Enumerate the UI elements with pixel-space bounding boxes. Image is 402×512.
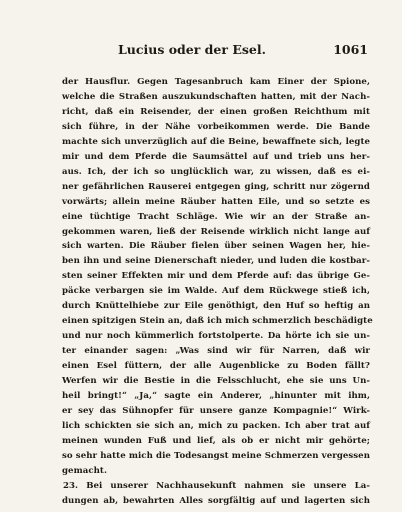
text-line: ter einander sagen: „Was sind wir für Narren, daß wir bbox=[62, 346, 370, 357]
body-text bbox=[62, 75, 373, 509]
text-line: so sehr hatte mich die Todesangst meine Schmerzen vergessen bbox=[62, 450, 370, 461]
text-line: lich schickten sie sich an, mich zu packen. Ich aber trat auf bbox=[62, 420, 370, 431]
text-line: der Hausflur. Gegen Tagesanbruch kam Einer der Spione, bbox=[62, 77, 370, 87]
text-line: gemacht. bbox=[62, 465, 107, 476]
text-line: einen Esel füttern, der alle Augenblicke zu Boden fällt? bbox=[62, 361, 370, 372]
page-number: 1061 bbox=[333, 42, 368, 57]
text-line: einen spitzigen Stein an, daß ich mich schmerzlich beschädigte bbox=[62, 316, 373, 327]
text-line: ner gefährlichen Rauserei entgegen ging, schritt nur zögernd bbox=[62, 181, 370, 192]
paragraph-2 bbox=[62, 479, 370, 509]
running-title: Lucius oder der Esel. bbox=[118, 42, 266, 57]
text-line: und nur noch kümmerlich fortstolperte. Da hörte ich sie un- bbox=[62, 331, 370, 342]
text-line: sten seiner Effekten mir und dem Pferde auf: das übrige Ge- bbox=[62, 271, 370, 282]
text-line: meinen wunden Fuß und lief, als ob er nicht mir gehörte; bbox=[62, 435, 370, 446]
text-line: aus. Ich, der ich so unglücklich war, zu wissen, daß es ei- bbox=[62, 166, 370, 177]
text-line: er sey das Sühnopfer für unsere ganze Kompagnie!“ Wirk- bbox=[62, 405, 370, 416]
text-line: sich warten. Die Räuber fielen über seinen Wagen her, hie- bbox=[62, 241, 370, 252]
text-line: welche die Straßen auszukundschaften hatten, mit der Nach- bbox=[62, 91, 370, 102]
text-line: dungen ab, bewahrten Alles sorgfältig auf und lagerten sich bbox=[62, 495, 370, 506]
paragraph-1 bbox=[62, 75, 373, 479]
running-head bbox=[62, 42, 368, 60]
text-line: eine tüchtige Tracht Schläge. Wie wir an der Straße an- bbox=[62, 211, 370, 222]
text-line: Werfen wir die Bestie in die Felsschlucht, ehe sie uns Un- bbox=[62, 376, 370, 387]
text-line: sich führe, in der Nähe vorbeikommen werde. Die Bande bbox=[62, 121, 370, 132]
text-line: machte sich unverzüglich auf die Beine, bewaffnete sich, legte bbox=[62, 136, 370, 147]
text-line: richt, daß ein Reisender, der einen großen Reichthum mit bbox=[62, 106, 370, 117]
text-line: durch Knüttelhiebe zur Eile genöthigt, den Huf so heftig an bbox=[62, 301, 370, 312]
text-line: mir und dem Pferde die Saumsättel auf und trieb uns her- bbox=[62, 151, 370, 162]
text-line: ben ihn und seine Dienerschaft nieder, und luden die kostbar- bbox=[62, 256, 370, 267]
text-line: päcke verbargen sie im Walde. Auf dem Rückwege stieß ich, bbox=[62, 286, 370, 297]
text-line: gekommen waren, ließ der Reisende wirklich nicht lange auf bbox=[62, 226, 370, 237]
text-line: heil bringt!“ „Ja,“ sagte ein Anderer, „hinunter mit ihm, bbox=[62, 391, 370, 402]
text-line: vorwärts; allein meine Räuber hatten Eile, und so setzte es bbox=[62, 196, 370, 207]
text-line: 23. Bei unserer Nachhausekunft nahmen sie unsere La- bbox=[63, 480, 370, 491]
